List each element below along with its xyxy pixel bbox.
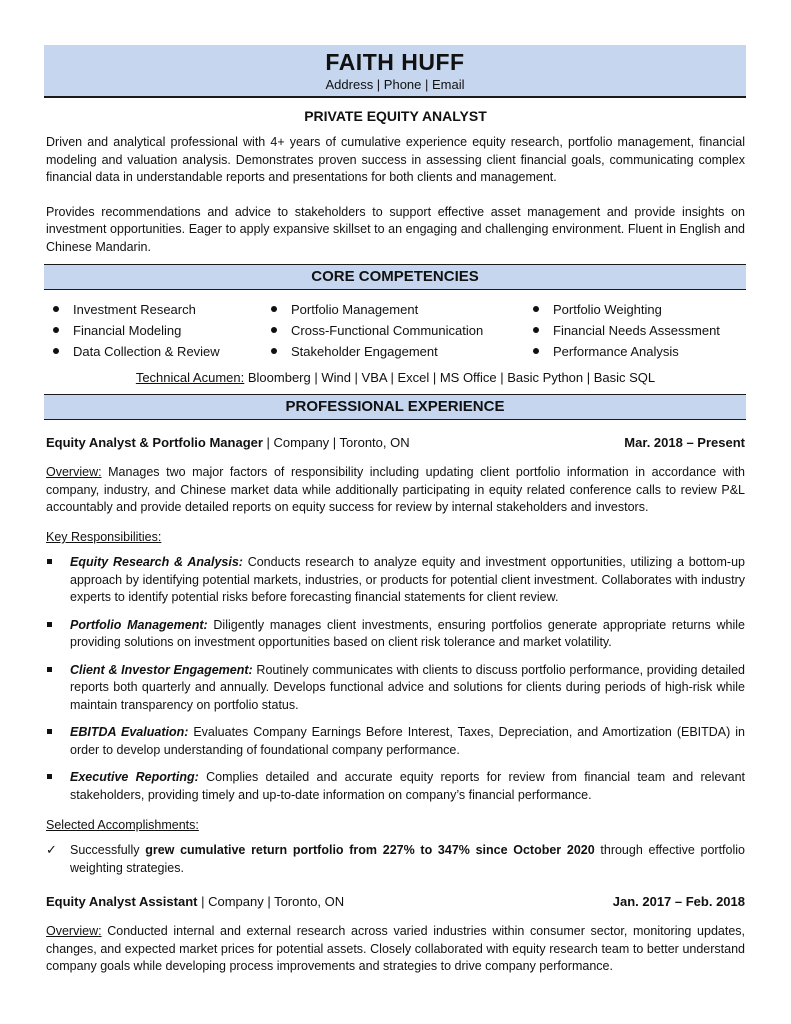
job-dates: Jan. 2017 – Feb. 2018: [612, 894, 745, 909]
overview-text: Manages two major factors of responsibility including updating client portfolio information in accordance with company, industry, and Chinese market data while additionally participating in equity related conference calls to review P&L accountably and provide detailed reports on equity success for review by internal stakeholders and investors.: [46, 465, 745, 514]
header-band: [44, 45, 746, 98]
accomplishments-heading: Selected Accomplishments:: [46, 818, 199, 832]
competency-item: Portfolio Weighting: [529, 299, 720, 320]
job-overview: [46, 464, 745, 517]
technical-acumen-items: Bloomberg | Wind | VBA | Excel | MS Office | Basic Python | Basic SQL: [247, 370, 656, 385]
responsibilities-list: [46, 554, 745, 804]
competency-item: Financial Needs Assessment: [529, 320, 720, 341]
bullet-icon: [53, 327, 59, 333]
bullet-icon: [533, 306, 539, 312]
job-dates: Mar. 2018 – Present: [624, 435, 745, 450]
job-company: | Company | Toronto, ON: [262, 435, 410, 450]
responsibilities-heading: Key Responsibilities:: [46, 530, 162, 544]
square-bullet-icon: [47, 774, 52, 779]
contact-line: Address | Phone | Email: [325, 77, 465, 92]
competency-list: [49, 299, 220, 362]
bullet-icon: [53, 306, 59, 312]
job-title: Equity Analyst & Portfolio Manager: [46, 435, 263, 450]
responsibility-item: Client & Investor Engagement: Routinely communicates with clients to discuss portfolio performance, providing detailed reports both quarterly and annually. Develops functional advice and solutions for clients during periods of high-risk while maintain transparency on portfolio status.: [46, 662, 745, 715]
summary-paragraph: Driven and analytical professional with 4+ years of cumulative experience equity research, portfolio management, financial modeling and valuation analysis. Demonstrates proven success in assessing client financial goals, communicating complex financial data in understandable reports and presentations for both clients and management.: [46, 135, 745, 184]
competency-item: Performance Analysis: [529, 341, 720, 362]
technical-acumen: [46, 369, 745, 387]
bullet-icon: [53, 348, 59, 354]
summary-paragraph: Provides recommendations and advice to stakeholders to support effective asset management and provide insights on investment opportunities. Eager to apply expansive skillset to an engaging and challenging environment. Fluent in English and Chinese Mandarin.: [46, 204, 745, 254]
section-heading-experience: PROFESSIONAL EXPERIENCE: [44, 394, 746, 420]
competency-item: Financial Modeling: [49, 320, 220, 341]
competency-item: Data Collection & Review: [49, 341, 220, 362]
candidate-name: FAITH HUFF: [325, 49, 465, 75]
accomplishment-item: ✓ Successfully grew cumulative return portfolio from 227% to 347% since October 2020 through effective portfolio weighting strategies.: [46, 843, 745, 875]
square-bullet-icon: [47, 622, 52, 627]
job-company: | Company | Toronto, ON: [197, 894, 345, 909]
responsibility-item: Executive Reporting: Complies detailed and accurate equity reports for review from financial team and relevant stakeholders, providing timely and up-to-date information on company’s financial performance.: [46, 769, 745, 804]
job-overview: [46, 923, 745, 976]
overview-text: Conducted internal and external research across varied industries within consumer sector, monitoring updates, changes, and expected market prices for potential assets. Closely collaborated with equity research team to better understand company goals while developing process improvements and strategies to drive company performance.: [46, 924, 745, 973]
professional-summary: [46, 134, 745, 256]
square-bullet-icon: [47, 667, 52, 672]
bullet-icon: [271, 306, 277, 312]
overview-label: Overview:: [46, 924, 102, 938]
responsibility-item: Equity Research & Analysis: Conducts research to analyze equity and investment opportunities, utilizing a bottom-up approach by identifying potential markets, industries, or products for potential client investment. Collaborates with industry experts to identify potential risks before forecasting financial statements for client review.: [46, 554, 745, 607]
job-heading: [46, 893, 745, 911]
competency-list: [529, 299, 720, 362]
job-heading: [46, 434, 745, 452]
overview-label: Overview:: [46, 465, 102, 479]
accomplishments-list: [46, 842, 745, 877]
competency-item: Stakeholder Engagement: [267, 341, 483, 362]
square-bullet-icon: [47, 729, 52, 734]
technical-acumen-label: Technical Acumen:: [135, 370, 245, 385]
job-title: Equity Analyst Assistant: [46, 894, 198, 909]
square-bullet-icon: [47, 559, 52, 564]
responsibility-item: Portfolio Management: Diligently manages client investments, ensuring portfolios generate appropriate returns while providing solutions on investment opportunities based on client risk tolerance and market volatility.: [46, 617, 745, 652]
job-target-title: PRIVATE EQUITY ANALYST: [304, 108, 487, 124]
bullet-icon: [271, 327, 277, 333]
competency-item: Portfolio Management: [267, 299, 483, 320]
competency-list: [267, 299, 483, 362]
bullet-icon: [271, 348, 277, 354]
checkmark-icon: ✓: [46, 843, 57, 858]
competency-item: Investment Research: [49, 299, 220, 320]
bullet-icon: [533, 327, 539, 333]
bullet-icon: [533, 348, 539, 354]
responsibility-item: EBITDA Evaluation: Evaluates Company Earnings Before Interest, Taxes, Depreciation, and Amortization (EBITDA) in order to develop understanding of foundational company performance.: [46, 724, 745, 759]
section-heading-competencies: CORE COMPETENCIES: [44, 264, 746, 290]
competency-item: Cross-Functional Communication: [267, 320, 483, 341]
